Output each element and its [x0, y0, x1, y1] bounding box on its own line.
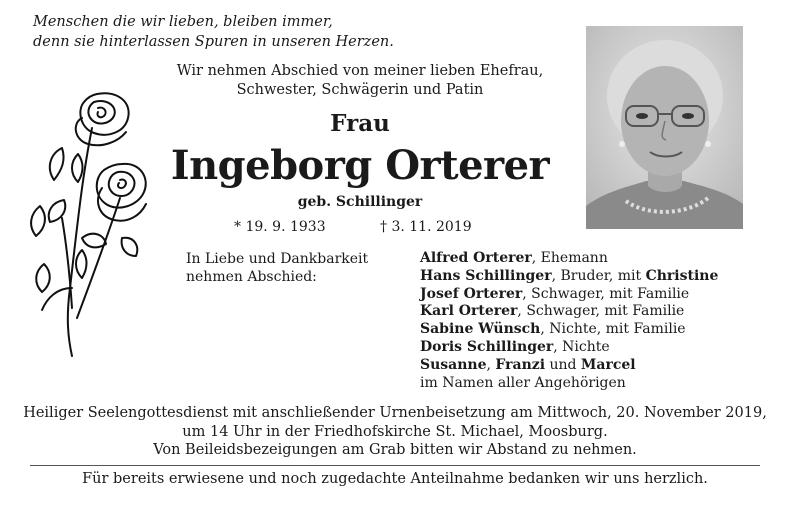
deceased-name: Ingeborg Orterer [170, 142, 550, 189]
list-item: im Namen aller Angehörigen [420, 374, 626, 391]
service-info [20, 404, 770, 460]
death-date: † 3. 11. 2019 [380, 219, 472, 235]
list-item: Susanne, Franzi und Marcel [420, 356, 636, 373]
intro-text [150, 62, 570, 100]
service-line-2: um 14 Uhr in der Friedhofskirche St. Michael, Moosburg. [182, 423, 608, 440]
farewell-phrase [186, 250, 406, 286]
quote-line-2: denn sie hinterlassen Spuren in unseren Herzen. [33, 34, 394, 50]
list-item: Alfred Orterer, Ehemann [420, 250, 608, 266]
maiden-name: geb. Schillinger [297, 194, 423, 210]
memorial-quote [33, 12, 394, 52]
farewell-line-1: In Liebe und Dankbarkeit [186, 251, 369, 267]
thanks-note: Für bereits erwiesene und noch zugedachte Anteilnahme bedanken wir uns herzlich. [82, 471, 708, 487]
intro-line-1: Wir nehmen Abschied von meiner lieben Ehefrau, [176, 63, 544, 79]
list-item: Sabine Wünsch, Nichte, mit Familie [420, 321, 686, 338]
rose-icon [22, 88, 162, 358]
divider [30, 465, 760, 466]
service-line-3: Von Beileidsbezeigungen am Grab bitten wir Abstand zu nehmen. [153, 442, 637, 458]
birth-date: * 19. 9. 1933 [234, 219, 326, 235]
mourners-list [420, 250, 718, 392]
list-item: Doris Schillinger, Nichte [420, 338, 610, 355]
farewell-line-2: nehmen Abschied: [186, 269, 317, 285]
list-item: Hans Schillinger, Bruder, mit Christine [420, 267, 719, 284]
quote-line-1: Menschen die wir lieben, bleiben immer, [33, 14, 333, 30]
salutation: Frau [330, 110, 390, 137]
list-item: Josef Orterer, Schwager, mit Familie [420, 285, 690, 302]
list-item: Karl Orterer, Schwager, mit Familie [420, 303, 685, 320]
portrait-illustration [586, 26, 743, 229]
portrait-photo [586, 26, 743, 229]
service-line-1: Heiliger Seelengottesdienst mit anschließender Urnenbeisetzung am Mittwoch, 20. November 2019, [23, 405, 767, 421]
intro-line-2: Schwester, Schwägerin und Patin [236, 82, 484, 98]
